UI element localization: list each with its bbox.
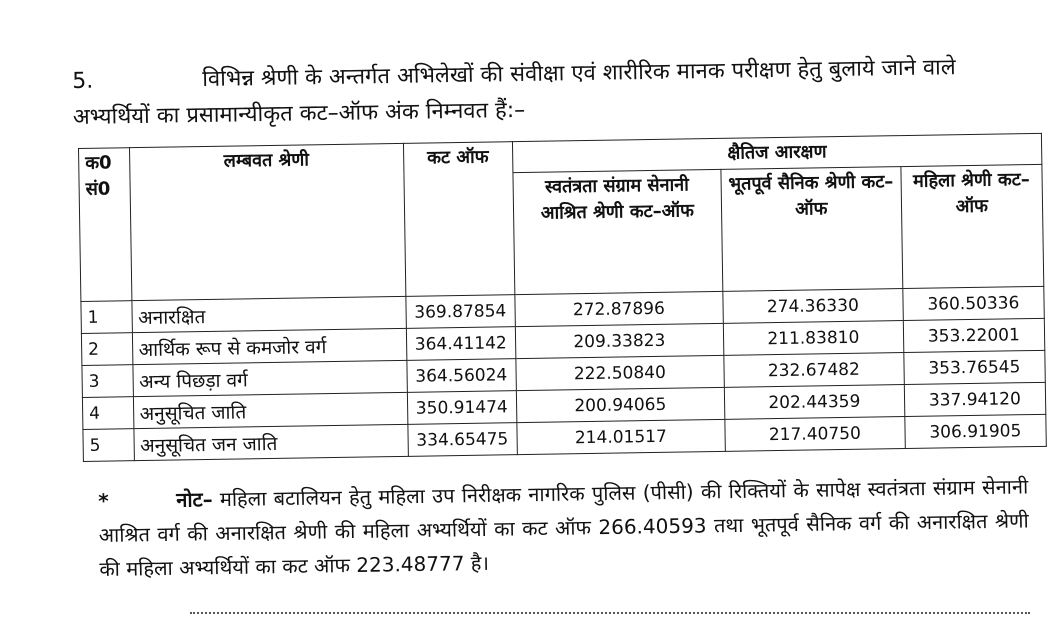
note-text: महिला बटालियन हेतु महिला उप निरीक्षक नागरिक पुलिस (पीसी) की रिक्तियों के सापेक्ष स्वतंत्रता संग्राम सेनानी आश्रित वर्ग की अनारक्षित श्रेणी की महिला अभ्यर्थियों का कट ऑफ 266.40593 तथा भूतपूर्व सैनिक वर्ग की अनारक्षित श्रेणी की महिला अभ्यर्थियों का कट ऑफ 223.48777 है। [98, 474, 1029, 581]
row-women: 360.50336 [902, 286, 1044, 320]
row-cutoff: 334.65475 [408, 423, 517, 457]
row-cutoff: 369.87854 [406, 295, 515, 329]
row-freedom-fighter: 209.33823 [515, 323, 724, 358]
section-5-paragraph [72, 49, 1033, 136]
row-freedom-fighter: 200.94065 [516, 387, 725, 422]
row-ex-serviceman: 202.44359 [724, 385, 904, 420]
row-freedom-fighter: 222.50840 [515, 355, 724, 390]
row-women: 353.76545 [903, 350, 1045, 384]
cutoff-table [78, 133, 1047, 462]
header-serial: क0 सं0 [79, 148, 132, 302]
row-serial: 2 [81, 333, 132, 366]
row-cutoff: 350.91474 [407, 391, 516, 425]
row-women: 337.94120 [904, 382, 1046, 416]
header-freedom-fighter: स्वतंत्रता संग्राम सेनानी आश्रित श्रेणी कट–ऑफ [513, 169, 723, 294]
note-paragraph [98, 469, 1029, 586]
row-ex-serviceman: 274.36330 [723, 289, 903, 324]
row-category: अन्य पिछड़ा वर्ग [132, 360, 407, 396]
row-serial: 1 [81, 301, 132, 334]
header-horizontal-reservation: क्षैतिज आरक्षण [512, 133, 1042, 172]
cut-off-next-line [190, 604, 1030, 624]
row-serial: 4 [82, 397, 133, 430]
row-freedom-fighter: 272.87896 [514, 291, 723, 326]
row-ex-serviceman: 217.40750 [725, 417, 905, 452]
row-category: अनुसूचित जन जाति [133, 424, 408, 460]
row-category: अनुसूचित जाति [133, 392, 408, 428]
header-ex-serviceman: भूतपूर्व सैनिक श्रेणी कट–ऑफ [721, 167, 903, 292]
row-ex-serviceman: 211.83810 [723, 321, 903, 356]
header-category: लम्बवत श्रेणी [129, 143, 406, 300]
row-women: 306.91905 [904, 414, 1046, 448]
row-category: अनारक्षित [131, 296, 406, 332]
row-cutoff: 364.56024 [407, 359, 516, 393]
row-freedom-fighter: 214.01517 [516, 419, 725, 454]
row-cutoff: 364.41142 [406, 327, 515, 361]
note-label: नोट– [176, 487, 213, 512]
note-asterisk: * [98, 488, 109, 513]
row-ex-serviceman: 232.67482 [724, 353, 904, 388]
section-number: 5. [72, 68, 94, 94]
row-serial: 3 [82, 365, 133, 398]
row-serial: 5 [83, 429, 134, 462]
header-women: महिला श्रेणी कट–ऑफ [900, 164, 1043, 288]
row-women: 353.22001 [903, 318, 1045, 352]
section-text: विभिन्न श्रेणी के अन्तर्गत अभिलेखों की संवीक्षा एवं शारीरिक मानक परीक्षण हेतु बुलाये जाने वाले अभ्यर्थियों का प्रसामान्यीकृत कट–ऑफ अंक निम्नवत हैं:– [72, 55, 956, 130]
header-cutoff: कट ऑफ [403, 142, 514, 297]
row-category: आर्थिक रूप से कमजोर वर्ग [132, 328, 407, 364]
